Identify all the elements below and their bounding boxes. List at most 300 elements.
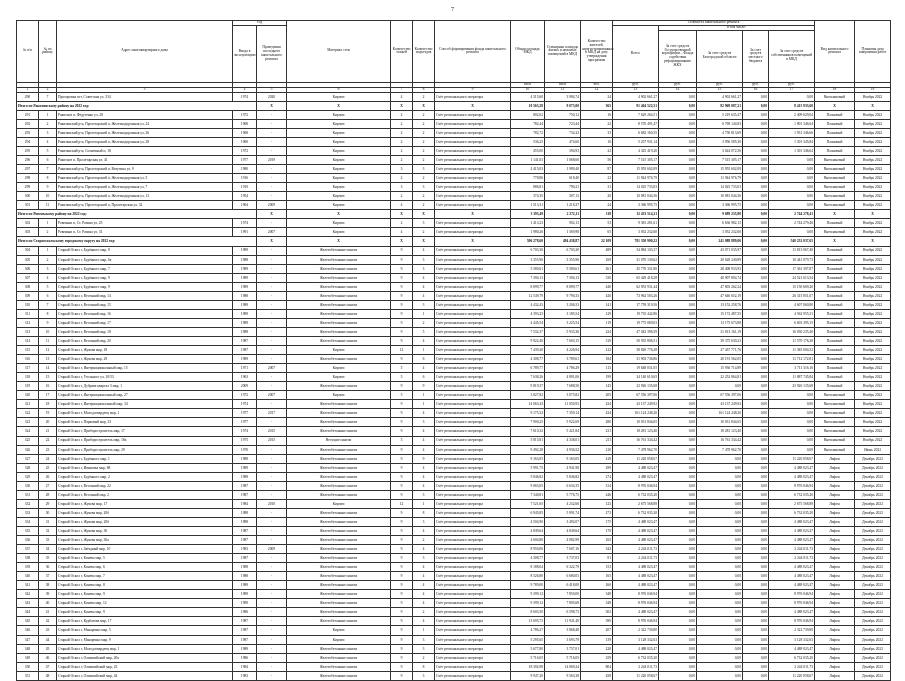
table-cell: - <box>257 128 287 137</box>
table-cell: 0,00 <box>743 228 769 237</box>
table-cell: 9 <box>391 599 413 608</box>
table-cell: Кирпич <box>287 192 391 201</box>
table-cell: Плановый <box>815 346 855 355</box>
table-cell: 28 408 933,93 <box>697 264 743 273</box>
table-cell: - <box>257 481 287 490</box>
table-cell: Ноябрь 2022 <box>855 409 891 418</box>
table-cell: Ноябрь 2022 <box>855 327 891 336</box>
col-header: За счет средств собственников помещений в МКД <box>769 30 815 82</box>
table-cell: - <box>257 192 287 201</box>
table-cell: 12 549,79 <box>511 291 545 300</box>
table-cell: Прохоровка пгт, Советская ул, 334 <box>57 92 233 101</box>
subtotal-cell: 8 415 933,60 <box>769 101 815 110</box>
table-cell: Ноябрь 2022 <box>855 147 891 156</box>
table-row <box>17 255 891 264</box>
table-cell: 2 <box>413 536 435 545</box>
table-cell: 119 <box>581 318 613 327</box>
table-cell: Плановый <box>815 282 855 291</box>
table-cell: 13 695,73 <box>511 617 545 626</box>
table-cell: Старый Оскол г, Будённого мкр, 8 <box>57 246 233 255</box>
table-cell: 1983 <box>233 545 257 554</box>
table-cell: Плановый <box>815 291 855 300</box>
table-cell: 14 025 733,03 <box>613 183 659 192</box>
table-cell: Декабрь 2022 <box>855 653 891 662</box>
table-cell: 0,00 <box>697 563 743 572</box>
table-cell: 5 991,75 <box>511 463 545 472</box>
table-cell: 62 953 931,44 <box>613 282 659 291</box>
table-cell: Декабрь 2022 <box>855 490 891 499</box>
table-cell: 2 675 568,88 <box>769 499 815 508</box>
table-cell: 1988 <box>233 563 257 572</box>
table-cell: 9 <box>391 318 413 327</box>
subtotal-cell: X <box>435 237 511 246</box>
table-cell: 0,00 <box>659 373 697 382</box>
table-row <box>17 590 891 599</box>
table-cell: 2 675 568,88 <box>613 499 659 508</box>
table-cell: 8 <box>39 309 57 318</box>
table-cell: 324 <box>17 427 39 436</box>
table-cell: Ровеньки п, Ст. Разина ул, 25 <box>57 219 233 228</box>
table-cell: 0,00 <box>769 228 815 237</box>
table-cell: 0,00 <box>743 463 769 472</box>
table-cell: Счёт регионального оператора <box>435 554 511 563</box>
table-cell: 0,00 <box>659 481 697 490</box>
table-cell: 304 <box>17 246 39 255</box>
table-cell: 298 <box>17 174 39 183</box>
table-cell: Ноябрь 2022 <box>855 92 891 101</box>
table-cell: 4 488 023,47 <box>613 608 659 617</box>
table-cell: 11 712 172,81 <box>769 355 815 364</box>
table-cell: 67 556 397,06 <box>613 391 659 400</box>
table-cell: 39 <box>39 590 57 599</box>
table-cell: 4 849,64 <box>545 526 581 535</box>
table-cell: - <box>257 174 287 183</box>
table-cell: Лифты <box>815 517 855 526</box>
table-cell: 0,00 <box>697 626 743 635</box>
table-cell: Ноябрь 2022 <box>855 364 891 373</box>
table-cell: Ракитянский р-н, Пролетарский п, Пролетарская ул, 32 <box>57 201 233 210</box>
table-cell: Ноябрь 2022 <box>855 128 891 137</box>
table-cell: 0,00 <box>659 671 697 680</box>
table-cell: - <box>257 617 287 626</box>
table-cell: 6 598,73 <box>545 608 581 617</box>
table-cell: 6 603 395,15 <box>769 318 815 327</box>
table-cell: 804 <box>581 662 613 671</box>
table-cell: Ноябрь 2022 <box>855 382 891 391</box>
table-cell: 1988 <box>233 508 257 517</box>
table-cell: 7 638,26 <box>511 373 545 382</box>
table-cell: 165 <box>581 572 613 581</box>
table-cell: Счёт регионального оператора <box>435 409 511 418</box>
table-cell: - <box>257 526 287 535</box>
table-cell: Плановый <box>815 309 855 318</box>
table-cell: 1964 <box>233 201 257 210</box>
table-cell: Ноябрь 2022 <box>855 418 891 427</box>
subtotal-row <box>17 210 891 219</box>
table-cell: Счёт регионального оператора <box>435 472 511 481</box>
table-cell: Счёт регионального оператора <box>435 608 511 617</box>
table-cell: 13 175 673,88 <box>697 318 743 327</box>
table-cell: Старый Оскол г, Дубрава квартал 3 мкр, 1 <box>57 382 233 391</box>
table-cell: 7 394,13 <box>545 273 581 282</box>
table-cell: 0,00 <box>659 264 697 273</box>
table-cell: Ноябрь 2022 <box>855 373 891 382</box>
table-cell: 9 <box>391 508 413 517</box>
table-cell: 34 <box>39 545 57 554</box>
subtotal-cell: 781 350 900,22 <box>613 237 659 246</box>
table-cell: 0,00 <box>743 192 769 201</box>
table-cell: 3 <box>413 671 435 680</box>
table-cell: 3 <box>413 300 435 309</box>
table-cell: 342 <box>17 590 39 599</box>
table-cell: 11 220 058,67 <box>613 454 659 463</box>
table-cell: 348 <box>581 590 613 599</box>
table-cell: Внеплановый <box>815 418 855 427</box>
table-cell: 2 <box>391 119 413 128</box>
table-cell: 9 <box>391 418 413 427</box>
table-cell: Плановый <box>815 382 855 391</box>
table-cell: 0,00 <box>659 246 697 255</box>
table-row <box>17 183 891 192</box>
table-cell: 1989 <box>233 264 257 273</box>
table-cell: 9 <box>391 400 413 409</box>
table-cell: 14 <box>39 364 57 373</box>
subtotal-cell: 9 073,00 <box>545 101 581 110</box>
table-cell: 0,00 <box>697 671 743 680</box>
table-cell: 3 225,54 <box>545 318 581 327</box>
table-cell: Счёт регионального оператора <box>435 165 511 174</box>
table-cell: Железобетонные панели <box>287 490 391 499</box>
table-cell: 43 <box>39 626 57 635</box>
table-cell: 2 <box>413 318 435 327</box>
column-number-cell: 2 <box>39 87 57 92</box>
table-cell: 9 <box>391 291 413 300</box>
table-cell: - <box>257 219 287 228</box>
table-cell: Декабрь 2022 <box>855 536 891 545</box>
table-row <box>17 156 891 165</box>
table-cell: 0,00 <box>743 418 769 427</box>
table-cell: 7 629 264,51 <box>613 110 659 119</box>
col-header: Количество этажей <box>391 21 413 83</box>
table-cell: Старый Оскол г, Интернациональный мкр, 27 <box>57 391 233 400</box>
table-cell: Старый Оскол г, Весенний мкр, 15 <box>57 300 233 309</box>
table-row <box>17 499 891 508</box>
table-cell: 0,00 <box>743 662 769 671</box>
table-cell: 1972 <box>233 110 257 119</box>
table-cell: 5 677,80 <box>511 644 545 653</box>
table-cell: 260 <box>581 581 613 590</box>
table-cell: Внеплановый <box>815 156 855 165</box>
table-cell: 16 761 334,42 <box>697 436 743 445</box>
table-cell: 22 252 864,81 <box>697 373 743 382</box>
table-cell: 0,00 <box>743 201 769 210</box>
table-cell: Ноябрь 2022 <box>855 318 891 327</box>
table-cell: 10 <box>39 192 57 201</box>
table-cell: 9 <box>391 264 413 273</box>
table-cell: 48 <box>39 671 57 680</box>
table-cell: 343 <box>17 599 39 608</box>
table-cell: 20 628 240,89 <box>697 255 743 264</box>
table-cell: Железобетонные панели <box>287 671 391 680</box>
unit-cell: руб. <box>613 82 659 87</box>
table-cell: - <box>257 119 287 128</box>
col-header: Проведения последнего капитального ремонта <box>257 25 287 82</box>
table-cell: Железобетонные панели <box>287 255 391 264</box>
table-cell: 0,00 <box>659 418 697 427</box>
table-cell: Старый Оскол г, Жукова мкр, 30а <box>57 536 233 545</box>
table-cell: 45 <box>39 644 57 653</box>
table-cell: Счёт регионального оператора <box>435 273 511 282</box>
table-cell: 0,00 <box>697 490 743 499</box>
table-cell: Счёт регионального оператора <box>435 581 511 590</box>
table-cell: 4 <box>413 336 435 345</box>
table-cell: 45 770 331,80 <box>613 264 659 273</box>
subtotal-label: Итого по Ровеньскому району на 2022 год: <box>17 210 257 219</box>
table-cell: 1977 <box>233 156 257 165</box>
table-cell: 0,00 <box>743 572 769 581</box>
table-cell: - <box>257 635 287 644</box>
table-cell: - <box>257 418 287 427</box>
table-cell: Декабрь 2022 <box>855 662 891 671</box>
table-cell: 0,00 <box>697 463 743 472</box>
table-cell: 4 488 023,47 <box>613 472 659 481</box>
table-cell: 8 899,77 <box>545 282 581 291</box>
table-cell: 4 902 661,27 <box>613 92 659 101</box>
table-cell: 1989 <box>233 355 257 364</box>
table-cell: 261 <box>581 264 613 273</box>
table-cell: Счёт регионального оператора <box>435 309 511 318</box>
table-cell: 5 <box>39 282 57 291</box>
table-cell: 0,00 <box>769 400 815 409</box>
table-cell: 346 <box>17 626 39 635</box>
table-cell: 81 <box>581 554 613 563</box>
table-cell: 326 <box>17 445 39 454</box>
table-cell: 455,00 <box>511 147 545 156</box>
col-header: Адрес многоквартирного дома <box>57 21 233 83</box>
table-cell: 4 <box>413 246 435 255</box>
table-cell: 1 301 346,64 <box>769 147 815 156</box>
table-cell: 295 <box>17 147 39 156</box>
table-cell: 0,00 <box>743 626 769 635</box>
table-cell: 330 <box>17 481 39 490</box>
table-cell: 1 068,60 <box>545 156 581 165</box>
table-cell: Счёт регионального оператора <box>435 327 511 336</box>
table-cell: 723,44 <box>545 119 581 128</box>
table-cell: Кирпич <box>287 128 391 137</box>
table-cell: 9 <box>391 545 413 554</box>
table-cell: Плановый <box>815 300 855 309</box>
table-row <box>17 554 891 563</box>
table-cell: Плановый <box>815 264 855 273</box>
table-cell: 36 <box>39 563 57 572</box>
table-cell: 7 340,81 <box>511 490 545 499</box>
table-cell: 1989 <box>233 273 257 282</box>
table-cell: 3 868,48 <box>545 626 581 635</box>
table-cell: 2 744 279,46 <box>769 219 815 228</box>
capital-repair-register-table <box>16 20 891 681</box>
table-cell: 750,12 <box>545 110 581 119</box>
table-cell: 3 052 232,60 <box>613 228 659 237</box>
table-cell: Старый Оскол г, Весенний мкр, 2 <box>57 490 233 499</box>
table-cell: 42 <box>39 617 57 626</box>
table-cell: 0,00 <box>697 382 743 391</box>
table-cell: Внеплановый <box>815 192 855 201</box>
table-cell: 145 <box>581 382 613 391</box>
table-cell: 4 750 813,69 <box>697 128 743 137</box>
table-cell: 15 172 487,55 <box>697 309 743 318</box>
subtotal-cell: X <box>413 101 435 110</box>
table-cell: Счёт регионального оператора <box>435 355 511 364</box>
table-cell: 4 393,23 <box>511 309 545 318</box>
subtotal-cell: X <box>391 210 413 219</box>
table-cell: 7 607,16 <box>545 545 581 554</box>
table-cell: Ракитянский р-н, Пролетарский п, Железнодорожная ул, 24 <box>57 119 233 128</box>
table-cell: - <box>257 572 287 581</box>
table-cell: 0,00 <box>743 635 769 644</box>
table-cell: Кирпич <box>287 174 391 183</box>
table-cell: Счёт регионального оператора <box>435 156 511 165</box>
table-cell: 3 366 995,75 <box>613 201 659 210</box>
table-cell: 3 <box>413 165 435 174</box>
table-cell: 9 381 281,61 <box>613 219 659 228</box>
table-cell: Плановый <box>815 128 855 137</box>
table-cell: 161 124 248,20 <box>697 409 743 418</box>
table-cell: Старый Оскол г, Будённого мкр, 7 <box>57 264 233 273</box>
table-cell: 10 <box>39 327 57 336</box>
table-row <box>17 463 891 472</box>
table-cell: 0,00 <box>659 300 697 309</box>
table-cell: 34 140 610,65 <box>613 373 659 382</box>
table-cell: Старый Оскол г, Приборостроитель мкр, 29 <box>57 445 233 454</box>
table-cell: Лифты <box>815 454 855 463</box>
table-cell: 38 820 776,28 <box>613 346 659 355</box>
table-cell: Лифты <box>815 662 855 671</box>
table-cell: Счёт регионального оператора <box>435 427 511 436</box>
table-cell: 205 <box>581 391 613 400</box>
table-row <box>17 418 891 427</box>
table-cell: 1 <box>413 400 435 409</box>
table-cell: 323 <box>17 418 39 427</box>
table-cell: 18 392,98 <box>511 662 545 671</box>
table-cell: 4 488 023,47 <box>769 608 815 617</box>
table-cell: 307,13 <box>545 192 581 201</box>
table-cell: 27 437 771,76 <box>697 346 743 355</box>
table-cell: 9 <box>391 490 413 499</box>
table-cell: 20 <box>581 192 613 201</box>
table-cell: 9 <box>391 481 413 490</box>
table-cell: - <box>257 273 287 282</box>
table-cell: 2 <box>39 119 57 128</box>
table-cell: 15 150 669,20 <box>769 282 815 291</box>
table-cell: Счёт регионального оператора <box>435 391 511 400</box>
table-cell: 4 <box>413 545 435 554</box>
table-cell: 40 907 804,74 <box>697 273 743 282</box>
table-row <box>17 635 891 644</box>
table-cell: 5 922,69 <box>545 418 581 427</box>
table-cell: 0,00 <box>659 291 697 300</box>
table-cell: 3 492,07 <box>545 517 581 526</box>
table-cell: Железобетонные панели <box>287 300 391 309</box>
table-cell: 0,00 <box>659 364 697 373</box>
table-cell: 0,00 <box>697 581 743 590</box>
table-row <box>17 436 891 445</box>
column-number-cell: 4 <box>233 87 257 92</box>
table-cell: Счёт регионального оператора <box>435 92 511 101</box>
table-cell: 1970 <box>233 445 257 454</box>
table-row <box>17 382 891 391</box>
table-cell: 4 325 419,20 <box>613 147 659 156</box>
table-cell: 6 418,00 <box>545 581 581 590</box>
table-cell: 0,00 <box>659 409 697 418</box>
table-cell: 347 <box>17 635 39 644</box>
table-cell: Ноябрь 2022 <box>855 427 891 436</box>
table-cell: Железобетонные панели <box>287 653 391 662</box>
table-cell: 0,00 <box>743 119 769 128</box>
table-cell: 7 515 305,17 <box>613 156 659 165</box>
table-cell: 394,93 <box>545 147 581 156</box>
table-cell: 0,00 <box>697 599 743 608</box>
table-cell: 5 815,81 <box>511 436 545 445</box>
table-cell: 1986 <box>233 608 257 617</box>
table-cell: 8 570 491,47 <box>613 119 659 128</box>
table-cell: 2 <box>413 156 435 165</box>
table-cell: 3 711 316,16 <box>769 364 815 373</box>
table-cell: 297 <box>17 165 39 174</box>
table-cell: 8 188,04 <box>511 563 545 572</box>
table-cell: 7 532,37 <box>511 327 545 336</box>
table-cell: 1974 <box>233 400 257 409</box>
table-cell: 9 <box>391 536 413 545</box>
table-cell: 3 <box>413 635 435 644</box>
table-cell: Кирпич <box>287 183 391 192</box>
table-cell: 67 556 397,06 <box>697 391 743 400</box>
table-cell: Лифты <box>815 608 855 617</box>
table-cell: 420 <box>581 291 613 300</box>
table-cell: 6 <box>39 156 57 165</box>
table-cell: 175 <box>581 517 613 526</box>
table-cell: 4 <box>413 282 435 291</box>
table-row <box>17 644 891 653</box>
table-cell: 333 <box>17 508 39 517</box>
table-cell: Старый Оскол г, Ивановка мкр, 68 <box>57 463 233 472</box>
table-cell: 22 <box>39 436 57 445</box>
table-cell: 10 031 844,65 <box>697 418 743 427</box>
table-cell: 14 069,24 <box>545 662 581 671</box>
table-cell: 0,00 <box>659 137 697 146</box>
table-cell: Старый Оскол г, Макаренко мкр, 5 <box>57 626 233 635</box>
table-cell: 2 322 739,80 <box>769 626 815 635</box>
table-cell: 1 <box>413 391 435 400</box>
table-cell: 311 <box>17 309 39 318</box>
table-cell: Счёт регионального оператора <box>435 499 511 508</box>
table-cell: 259 <box>581 653 613 662</box>
table-cell: Железобетонные панели <box>287 318 391 327</box>
table-cell: 11 944 976,79 <box>613 174 659 183</box>
table-cell: 0,00 <box>659 309 697 318</box>
table-cell: Счёт регионального оператора <box>435 635 511 644</box>
table-cell: 9 <box>391 526 413 535</box>
table-cell: 0,00 <box>659 110 697 119</box>
table-cell: 3 052 232,60 <box>697 228 743 237</box>
table-cell: 0,00 <box>659 391 697 400</box>
table-cell: 220 <box>581 644 613 653</box>
table-cell: 47 <box>39 662 57 671</box>
table-cell: 47 043 396,59 <box>613 327 659 336</box>
table-cell: Кирпич <box>287 201 391 210</box>
table-cell: 8 976 046,94 <box>769 617 815 626</box>
table-cell: 4 315,60 <box>511 92 545 101</box>
table-cell: Счёт регионального оператора <box>435 599 511 608</box>
